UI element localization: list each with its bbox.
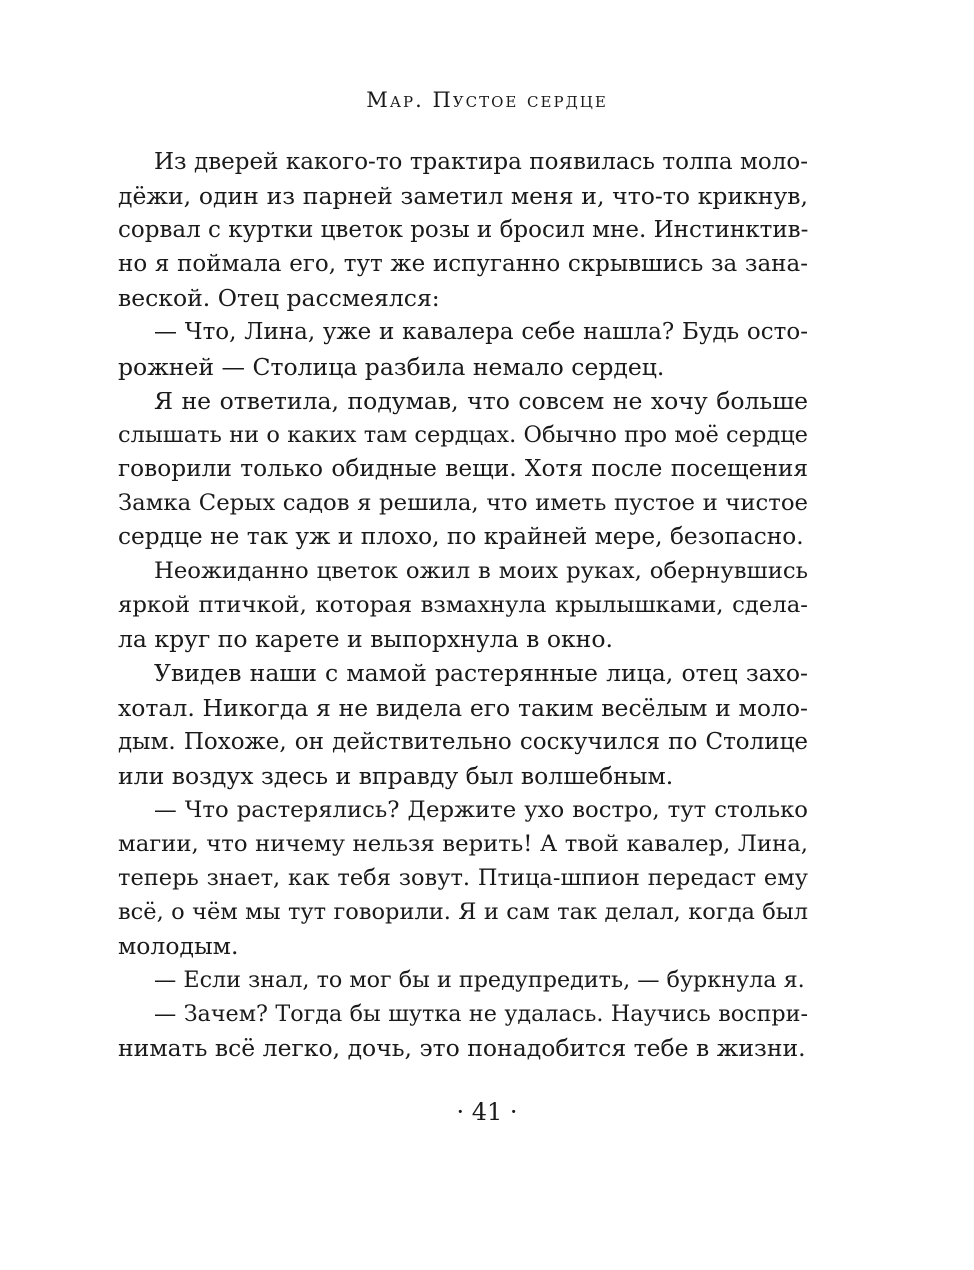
text-line: дёжи, один из парней заметил меня и, что-то крикнув, — [118, 182, 808, 211]
text-line: — Если знал, то мог бы и предупредить, — буркнула я. — [154, 967, 805, 994]
text-line: хотал. Никогда я не видела его таким весёлым и моло- — [118, 693, 808, 722]
text-line: но я поймала его, тут же испуганно скрывшись за зана- — [118, 251, 808, 278]
text-line: рожней — Столица разбила немало сердец. — [118, 352, 665, 381]
text-line: Я не ответила, подумав, что совсем не хочу больше — [154, 386, 808, 415]
text-line: — Что растерялись? Держите ухо востро, тут столько — [154, 796, 808, 823]
text-line: или воздух здесь и вправду был волшебным. — [118, 761, 674, 790]
text-line: дым. Похоже, он действительно соскучился по Столице — [118, 728, 808, 755]
text-line: сорвал с куртки цветок розы и бросил мне. Инстинктив- — [118, 217, 808, 244]
text-line: — Зачем? Тогда бы шутка не удалась. Научись воспри- — [154, 1001, 808, 1028]
text-line: — Что, Лина, уже и кавалера себе нашла? Будь осто- — [154, 319, 808, 346]
text-line: всё, о чём мы тут говорили. Я и сам так делал, когда был — [118, 899, 808, 926]
text-line: Замка Серых садов я решила, что иметь пустое и чистое — [118, 489, 808, 516]
running-header: Мар. Пустое сердце — [366, 88, 608, 112]
text-line: веской. Отец рассмеялся: — [118, 284, 440, 313]
text-line: нимать всё легко, дочь, это понадобится тебе в жизни. — [118, 1034, 806, 1063]
text-line: Из дверей какого-то трактира появилась толпа моло- — [154, 149, 808, 175]
text-line: ла круг по карете и выпорхнула в окно. — [118, 625, 613, 654]
text-line: слышать ни о каких там сердцах. Обычно про моё сердце — [118, 421, 808, 448]
body-text — [118, 145, 808, 1066]
text-line: яркой птичкой, которая взмахнула крылышками, сдела- — [118, 592, 808, 619]
text-line: сердце не так уж и плохо, по крайней мере, безопасно. — [118, 523, 804, 551]
text-line: Увидев наши с мамой растерянные лица, отец захо- — [154, 659, 808, 688]
page-number: · 41 · — [456, 1098, 518, 1126]
text-line: Неожиданно цветок ожил в моих руках, обернувшись — [154, 558, 808, 585]
text-line: говорили только обидные вещи. Хотя после посещения — [118, 454, 808, 482]
text-line: теперь знает, как тебя зовут. Птица-шпион передаст ему — [118, 864, 808, 891]
text-line: магии, что ничему нельзя верить! А твой кавалер, Лина, — [118, 830, 808, 857]
text-line: молодым. — [118, 932, 239, 961]
